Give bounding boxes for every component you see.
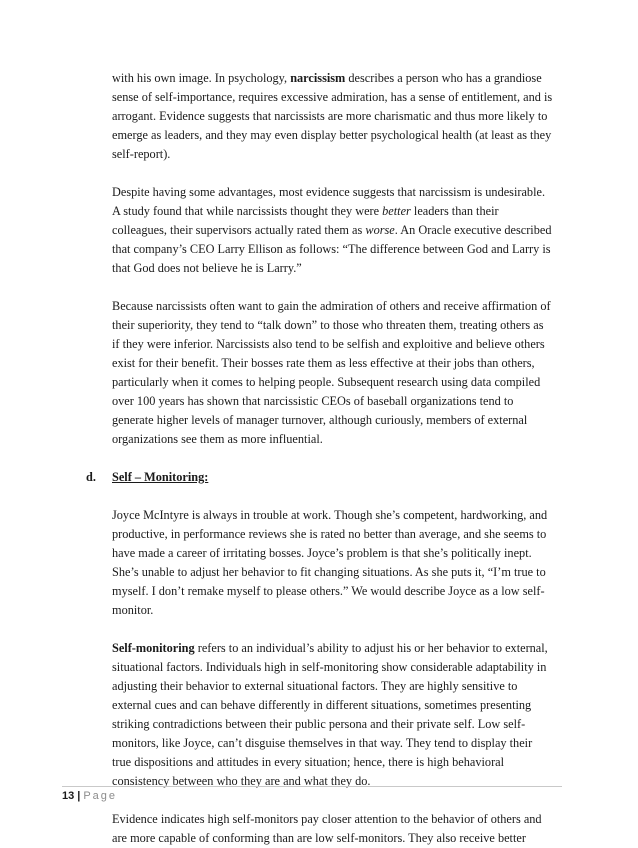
text-line: that company’s CEO Larry Ellison as follows: “The difference between God and Larry is	[112, 242, 551, 256]
text-line: generate higher levels of manager turnover, although curiously, members of external	[112, 413, 528, 427]
paragraph-joyce-example	[112, 506, 562, 620]
text-line: exist for their benefit. Their bosses rate them as less effective at their jobs than others,	[112, 356, 535, 370]
text-run: . An Oracle executive described	[394, 223, 552, 237]
text-line: self-report).	[112, 147, 171, 161]
text-line: their superiority, they tend to “talk down” to those who threaten them, treating others as	[112, 318, 544, 332]
term-narcissism: narcissism	[290, 71, 346, 85]
text-line: productive, in performance reviews she is rated no better than average, and she seems to	[112, 527, 547, 541]
text-line: true dispositions and attitudes in every situation; hence, there is high behavioral	[112, 755, 505, 769]
paragraph-evidence	[112, 810, 562, 848]
footer-rule	[62, 786, 562, 787]
text-line	[112, 221, 562, 240]
section-heading-self-monitoring	[86, 468, 562, 487]
text-run: leaders than their	[410, 204, 499, 218]
text-run: describes a person who has a grandiose	[345, 71, 542, 85]
paragraph-gap	[112, 164, 562, 183]
text-line: emerge as leaders, and they may even display better psychological health (at least as they	[112, 128, 552, 142]
emphasis-worse: worse	[365, 223, 395, 237]
section-title: Self – Monitoring:	[112, 470, 209, 484]
paragraph-gap	[112, 791, 562, 810]
text-line: are more capable of conforming than are low self-monitors. They also receive better	[112, 831, 526, 845]
text-line: She’s unable to adjust her behavior to fit changing situations. As she puts it, “I’m true to	[112, 565, 546, 579]
term-self-monitoring: Self-monitoring	[112, 641, 195, 655]
emphasis-better: better	[382, 204, 411, 218]
text-line: Because narcissists often want to gain the admiration of others and receive affirmation of	[112, 299, 551, 313]
section-letter: d.	[86, 470, 96, 484]
paragraph-self-monitoring-definition	[112, 639, 562, 791]
text-line: situational factors. Individuals high in self-monitoring show considerable adaptability in	[112, 660, 547, 674]
text-run: colleagues, their supervisors actually rated them as	[112, 223, 366, 237]
text-line: myself. I don’t remake myself to please others.” We would describe Joyce as a low self-	[112, 584, 545, 598]
paragraph-narcissism-definition	[112, 69, 562, 164]
text-run: A study found that while narcissists thought they were	[112, 204, 383, 218]
page-number: 13	[62, 790, 75, 802]
paragraph-gap	[112, 278, 562, 297]
paragraph-narcissism-undesirable	[112, 183, 562, 278]
paragraph-gap	[112, 449, 562, 468]
paragraph-narcissist-behavior	[112, 297, 562, 449]
text-line: Joyce McIntyre is always in trouble at work. Though she’s competent, hardworking, and	[112, 508, 548, 522]
text-line: striking contradictions between their public persona and their private self. Low self-	[112, 717, 526, 731]
paragraph-gap	[112, 620, 562, 639]
text-line: organizations see them as more influential.	[112, 432, 323, 446]
text-line	[112, 69, 562, 88]
text-line: Despite having some advantages, most evidence suggests that narcissism is undesirable.	[112, 185, 546, 199]
text-line: external cues and can behave differently in different situations, sometimes presenting	[112, 698, 532, 712]
text-line: that God does not believe he is Larry.”	[112, 261, 302, 275]
text-line: monitors, like Joyce, can’t disguise themselves in that way. They tend to display their	[112, 736, 533, 750]
text-line: have made a career of irritating bosses. Joyce’s problem is that she’s politically inept.	[112, 546, 532, 560]
text-run: with his own image. In psychology,	[112, 71, 291, 85]
text-line: adjusting their behavior to external situational factors. They are highly sensitive to	[112, 679, 518, 693]
text-line: sense of self-importance, requires excessive admiration, has a sense of entitlement, and is	[112, 90, 553, 104]
text-line: consistency between who they are and what they do.	[112, 774, 371, 788]
text-line: if they were inferior. Narcissists also tend to be selfish and exploitive and believe others	[112, 337, 545, 351]
text-line: particularly when it comes to helping people. Subsequent research using data compiled	[112, 375, 541, 389]
text-line: monitor.	[112, 603, 154, 617]
text-run: refers to an individual’s ability to adjust his or her behavior to external,	[194, 641, 548, 655]
paragraph-gap	[112, 487, 562, 506]
page-footer	[62, 790, 117, 802]
text-line: Evidence indicates high self-monitors pay closer attention to the behavior of others and	[112, 812, 542, 826]
page-label: Page	[83, 790, 118, 802]
text-line: over 100 years has shown that narcissistic CEOs of baseball organizations tend to	[112, 394, 514, 408]
footer-separator: |	[77, 790, 81, 802]
text-line	[112, 202, 562, 221]
text-line: arrogant. Evidence suggests that narcissists are more charismatic and thus more likely to	[112, 109, 548, 123]
text-line	[112, 639, 562, 658]
